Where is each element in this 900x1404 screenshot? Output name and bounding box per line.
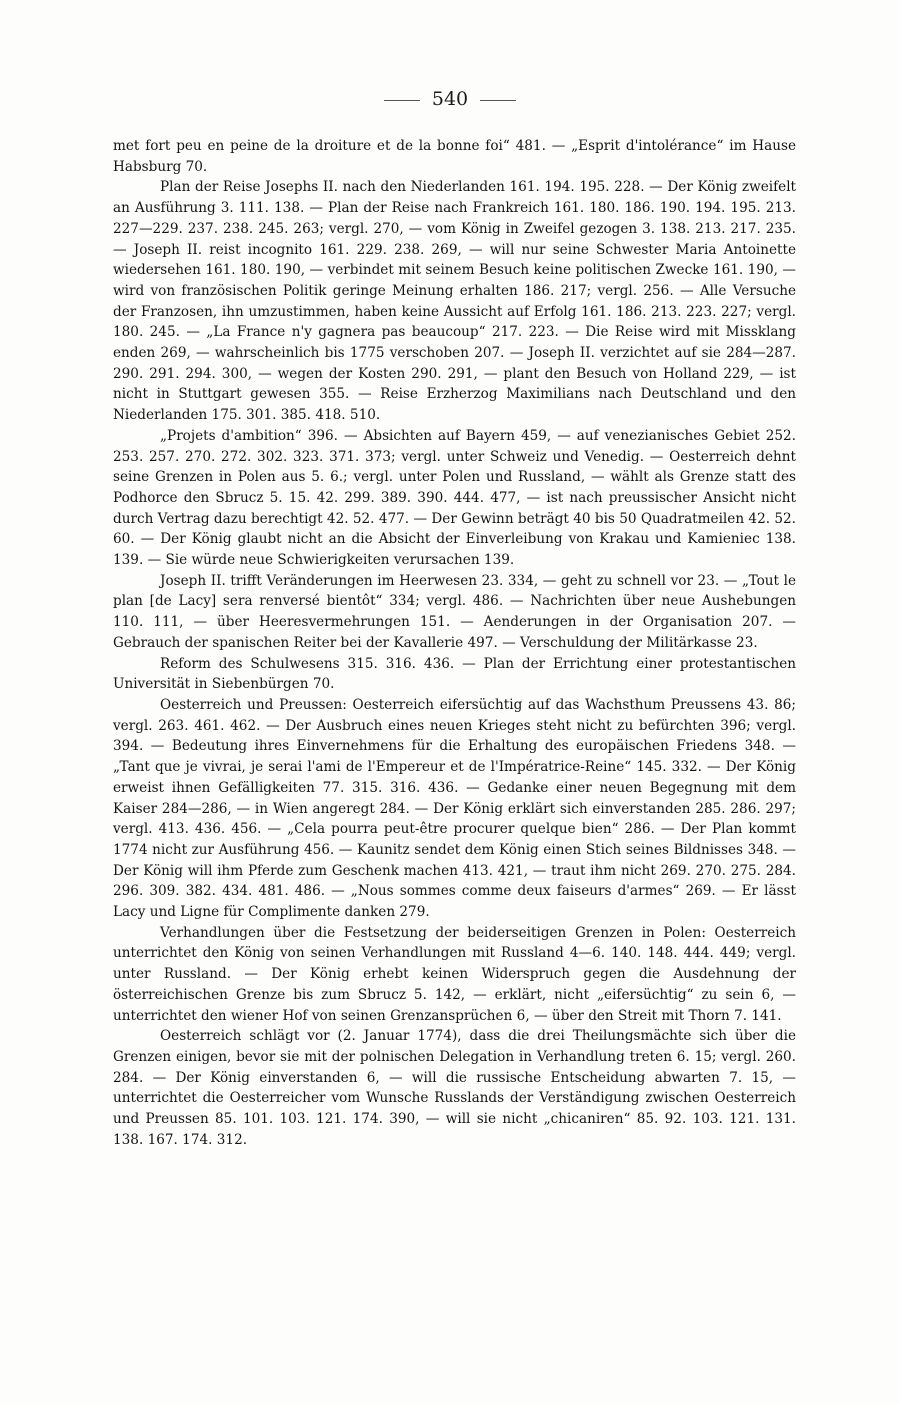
index-paragraph: Reform des Schulwesens 315. 316. 436. — Plan der Errichtung einer protestantischen Universität in Siebenbürgen 70. [113, 655, 796, 693]
header-rule-left [384, 100, 420, 101]
index-paragraph: Oesterreich und Preussen: Oesterreich eifersüchtig auf das Wachsthum Preussens 43. 86; vergl. 263. 461. 462. — Der Ausbruch eines neuen Krieges steht nicht zu befürchten 396; vergl. 394. — Bedeutung ihres Einvernehmens für die Erhaltung des europäischen Friedens 348. — „Tant que je vivrai, je serai l'ami de l'Empereur et de l'Impératrice-Reine“ 145. 332. — Der König erweist ihnen Gefälligkeiten 77. 315. 316. 436. — Gedanke einer neuen Begegnung mit dem Kaiser 284—286, — in Wien angeregt 284. — Der König erklärt sich einverstanden 285. 286. 297; vergl. 413. 436. 456. — „Cela pourra peut-être procurer quelque bien“ 286. — Der Plan kommt 1774 nicht zur Ausführung 456. — Kaunitz sendet dem König einen Stich seines Bildnisses 348. — Der König will ihm Pferde zum Geschenk machen 413. 421, — traut ihm nicht 269. 270. 275. 284. 296. 309. 382. 434. 481. 486. — „Nous sommes comme deux faiseurs d'armes“ 269. — Er lässt Lacy und Ligne für Complimente danken 279. [113, 696, 796, 921]
page-header [0, 88, 900, 110]
index-paragraph: „Projets d'ambition“ 396. — Absichten auf Bayern 459, — auf venezianisches Gebiet 252. 253. 257. 270. 272. 302. 323. 371. 373; vergl. unter Schweiz und Venedig. — Oesterreich dehnt seine Grenzen in Polen aus 5. 6.; vergl. unter Polen und Russland, — wählt als Grenze statt des Podhorce den Sbrucz 5. 15. 42. 299. 389. 390. 444. 477, — ist nach preussischer Ansicht nicht durch Vertrag dazu berechtigt 42. 52. 477. — Der Gewinn beträgt 40 bis 50 Quadratmeilen 42. 52. 60. — Der König glaubt nicht an die Absicht der Einverleibung von Krakau und Kamieniec 138. 139. — Sie würde neue Schwierigkeiten verursachen 139. [113, 427, 796, 569]
index-text [113, 136, 796, 1150]
page-number: 540 [431, 88, 469, 110]
index-paragraph: met fort peu en peine de la droiture et de la bonne foi“ 481. — „Esprit d'intolérance“ im Hause Habsburg 70. [113, 138, 796, 175]
index-paragraph: Oesterreich schlägt vor (2. Januar 1774), dass die drei Theilungsmächte sich über die Grenzen einigen, bevor sie mit der polnischen Delegation in Verhandlung treten 6. 15; vergl. 260. 284. — Der König einverstanden 6, — will die russische Entscheidung abwarten 7. 15, — unterrichtet die Oesterreicher vom Wunsche Russlands der Verständigung zwischen Oesterreich und Preussen 85. 101. 103. 121. 174. 390, — will sie nicht „chicaniren“ 85. 92. 103. 121. 131. 138. 167. 174. 312. [113, 1028, 796, 1148]
index-paragraph: Plan der Reise Josephs II. nach den Niederlanden 161. 194. 195. 228. — Der König zweifelt an Ausführung 3. 111. 138. — Plan der Reise nach Frankreich 161. 180. 186. 190. 194. 195. 213. 227—229. 237. 238. 245. 263; vergl. 270, — vom König in Zweifel gezogen 3. 138. 213. 217. 235. — Joseph II. reist incognito 161. 229. 238. 269, — will nur seine Schwester Maria Antoinette wiedersehen 161. 180. 190, — verbindet mit seinem Besuch keine politischen Zwecke 161. 190, — wird von französischen Politik geringe Meinung erhalten 186. 217; vergl. 256. — Alle Versuche der Franzosen, ihn umzustimmen, haben keine Aussicht auf Erfolg 161. 186. 213. 223. 227; vergl. 180. 245. — „La France n'y gagnera pas beaucoup“ 217. 223. — Die Reise wird mit Missklang enden 269, — wahrscheinlich bis 1775 verschoben 207. — Joseph II. verzichtet auf sie 284—287. 290. 291. 294. 300, — wegen der Kosten 290. 291, — plant den Besuch von Holland 229, — ist nicht in Stuttgart gewesen 355. — Reise Erzherzog Maximilians nach Deutschland und den Niederlanden 175. 301. 385. 418. 510. [113, 179, 796, 424]
index-paragraph: Joseph II. trifft Veränderungen im Heerwesen 23. 334, — geht zu schnell vor 23. — „Tout le plan [de Lacy] sera renversé bientôt“ 334; vergl. 486. — Nachrichten über neue Aushebungen 110. 111, — über Heeresvermehrungen 151. — Aenderungen in der Organisation 207. — Gebrauch der spanischen Reiter bei der Kavallerie 497. — Verschuldung der Militärkasse 23. [113, 572, 796, 651]
header-rule-right [480, 100, 516, 101]
index-paragraph: Verhandlungen über die Festsetzung der beiderseitigen Grenzen in Polen: Oesterreich unterrichtet den König von seinen Verhandlungen mit Russland 4—6. 140. 148. 444. 449; vergl. unter Russland. — Der König erhebt keinen Widerspruch gegen die Ausdehnung der österreichischen Grenze bis zum Sbrucz 5. 142, — erklärt, nicht „eifersüchtig“ zu sein 6, — unterrichtet den wiener Hof von seinen Grenzansprüchen 6, — über den Streit mit Thorn 7. 141. [113, 924, 796, 1024]
